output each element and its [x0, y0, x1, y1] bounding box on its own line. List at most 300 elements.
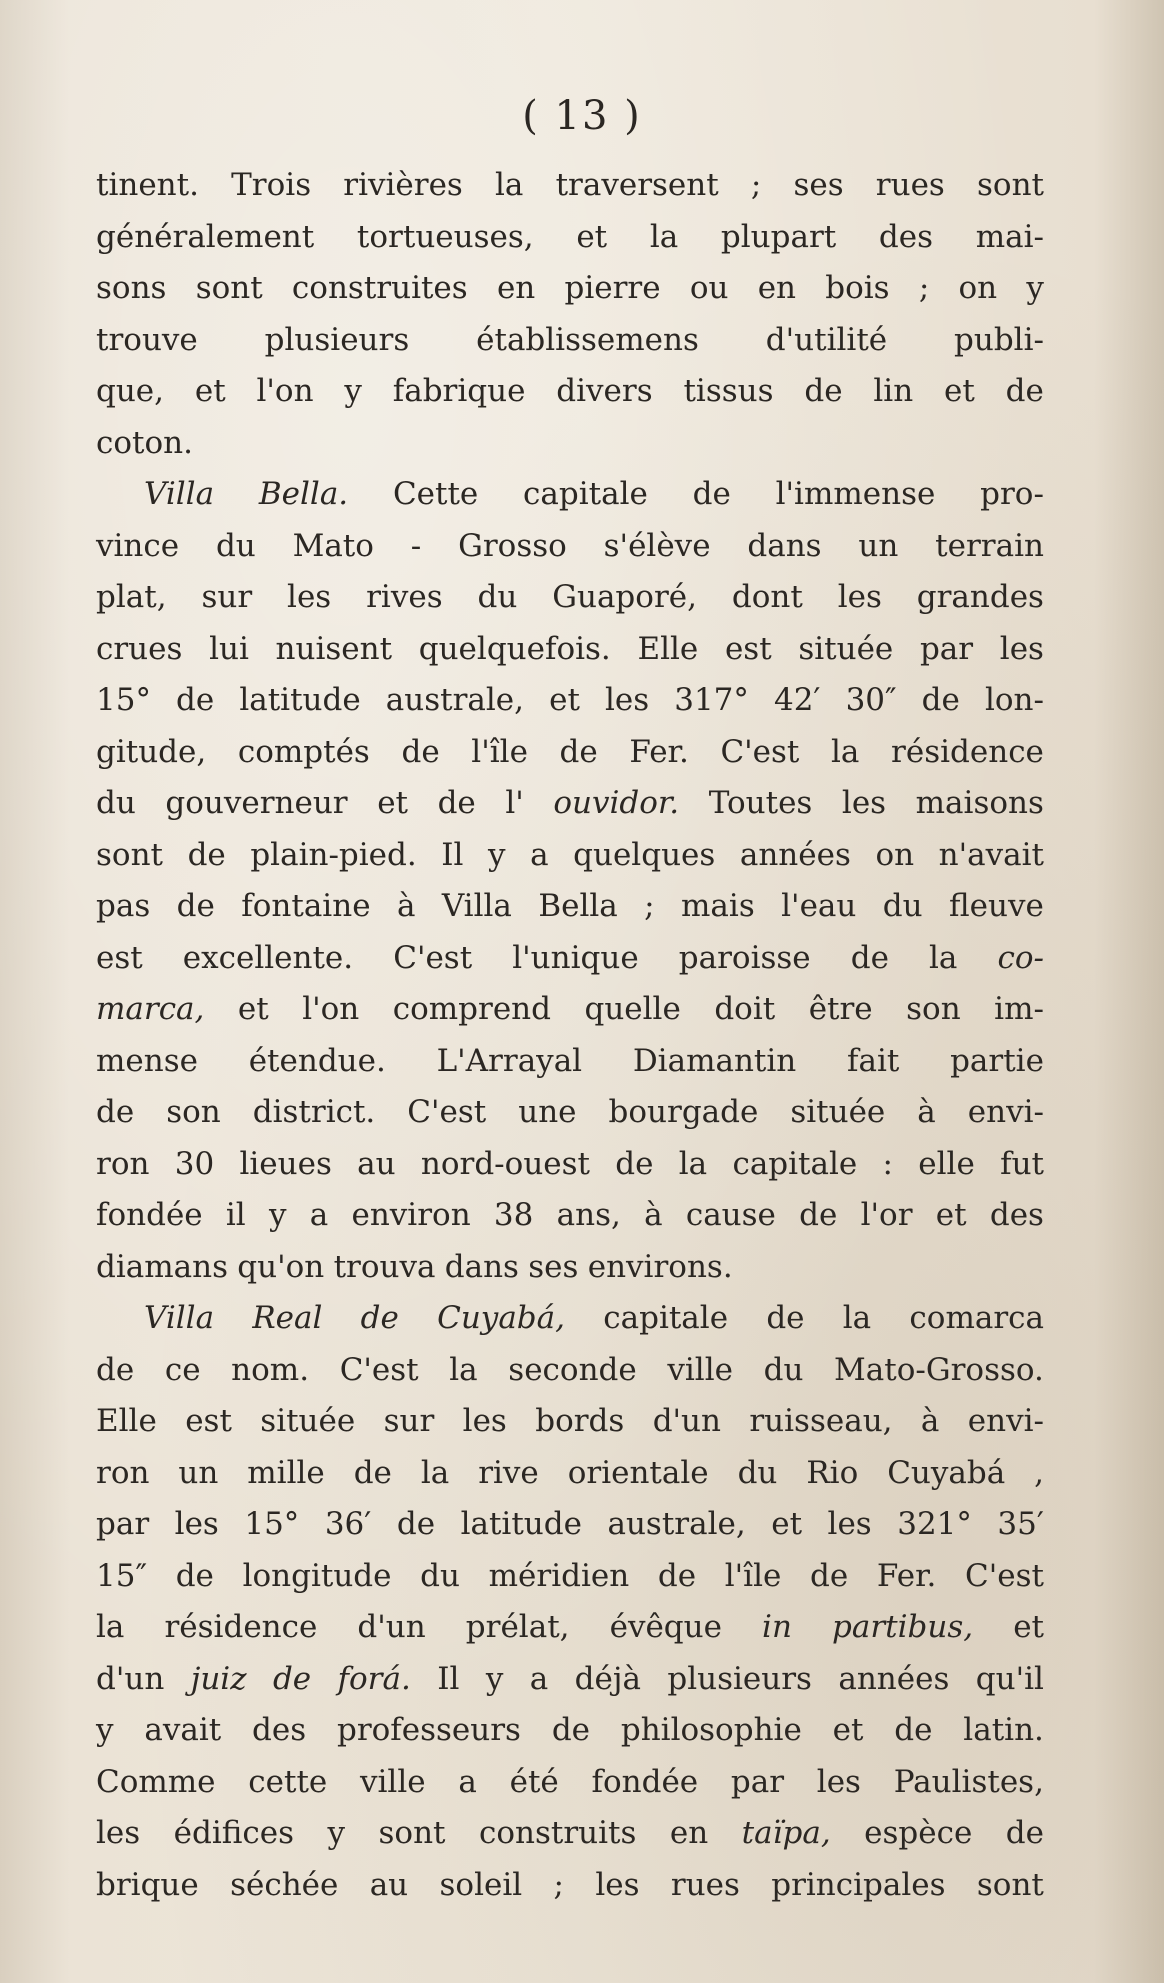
word: est [185, 1403, 232, 1439]
italic-word: Bella. [258, 476, 349, 512]
word: ses [528, 1248, 579, 1285]
word: ron [96, 1454, 150, 1491]
word: ville [360, 1763, 426, 1800]
text-line [96, 1705, 1044, 1757]
word: quelle [584, 991, 681, 1027]
word: ron [96, 1145, 150, 1182]
word: l'unique [512, 939, 639, 976]
word: dont [731, 579, 803, 615]
word: pierre [564, 270, 661, 306]
word: être [808, 991, 873, 1027]
word: et [771, 1506, 803, 1542]
word: Toutes [708, 785, 813, 821]
word: bords [535, 1403, 625, 1439]
italic-word: partibus, [832, 1609, 974, 1645]
word: des [252, 1712, 307, 1748]
word: les [462, 1403, 507, 1439]
text-line [96, 1087, 1044, 1139]
word: de [401, 733, 440, 770]
word: pro- [980, 476, 1044, 512]
word: gouverneur [165, 785, 348, 821]
word: située [790, 1094, 886, 1130]
word: philosophie [620, 1712, 802, 1748]
word: que, [96, 373, 165, 409]
text-line [96, 881, 1044, 933]
word: ; [644, 888, 655, 924]
word: ses [793, 167, 844, 203]
word: les [96, 1815, 141, 1851]
word: quelquefois. [418, 630, 611, 667]
word: d'utilité [765, 321, 888, 358]
word: australe, [385, 682, 525, 718]
word: de [96, 1351, 135, 1388]
word: l'eau [781, 888, 857, 924]
word: son [166, 1094, 221, 1130]
word: et [237, 991, 269, 1027]
word: fleuve [949, 888, 1044, 924]
word: son [906, 991, 961, 1027]
word: rive [478, 1454, 539, 1491]
word: sont [378, 1815, 446, 1851]
word: du [96, 785, 136, 821]
word: mille [247, 1454, 325, 1491]
word: divers [556, 373, 653, 409]
word: prélat, [465, 1609, 570, 1645]
word: du [882, 888, 923, 924]
italic-word: ouvidor. [553, 785, 680, 821]
word: Grosso [458, 527, 567, 564]
word: latin. [963, 1712, 1044, 1748]
word: en [496, 270, 536, 306]
word: de [96, 1094, 135, 1130]
word: envi- [967, 1094, 1044, 1130]
word: y [96, 1712, 114, 1748]
word: d'un [357, 1609, 426, 1645]
word: lin [873, 373, 914, 409]
word: un [178, 1454, 219, 1491]
word: capitale [523, 476, 648, 512]
text-line [96, 1293, 1044, 1345]
word: maisons [915, 785, 1044, 821]
word: principales [771, 1866, 946, 1903]
word: paroisse [678, 939, 811, 976]
word: la [842, 1300, 872, 1336]
word: ruisseau, [749, 1403, 893, 1439]
word: im- [994, 991, 1044, 1027]
word: ; [553, 1866, 564, 1903]
word: capitale [732, 1145, 858, 1182]
word: y [344, 373, 362, 409]
word: C'est [393, 939, 473, 976]
text-line [96, 1808, 1044, 1860]
text-line [96, 418, 1044, 470]
word: Elle [96, 1403, 157, 1439]
word: et [576, 218, 608, 255]
word: la [831, 733, 860, 770]
word: ce [164, 1351, 201, 1388]
word: tinent. [96, 167, 199, 203]
word: du [215, 527, 256, 564]
word: a [529, 1660, 549, 1697]
word: rives [366, 579, 443, 615]
text-line [96, 1448, 1044, 1500]
word: espèce [864, 1815, 973, 1851]
word: rues [670, 1866, 740, 1903]
page-number: ( 13 ) [522, 93, 642, 139]
word: fondée [591, 1763, 699, 1800]
text-line [96, 675, 1044, 727]
word: d'un [96, 1660, 165, 1697]
word: située [798, 630, 894, 667]
word: tortueuses, [356, 218, 534, 255]
word: à [917, 1094, 936, 1130]
word: Cuyabá [887, 1454, 1006, 1491]
word: édifices [173, 1815, 295, 1851]
word: latitude [239, 682, 361, 718]
word: ; [750, 167, 762, 203]
word: et [1013, 1609, 1044, 1645]
italic-word: Real [252, 1300, 323, 1336]
word: de [1005, 1815, 1044, 1851]
text-line [96, 830, 1044, 882]
word: grandes [916, 579, 1044, 615]
word: Trois [231, 167, 312, 203]
text-line [96, 1860, 1044, 1912]
body-text [96, 160, 1044, 1911]
text-line [96, 1602, 1044, 1654]
word: Fer. [629, 733, 689, 770]
word: Il [437, 1660, 460, 1697]
word: des [989, 1197, 1044, 1233]
word: bois [825, 270, 890, 306]
word: l'on [302, 991, 360, 1027]
text-line [96, 212, 1044, 264]
word: Il [441, 836, 464, 873]
word: , [1034, 1454, 1044, 1491]
word: de [353, 1454, 392, 1491]
word: excellente. [182, 939, 354, 976]
word: en [757, 270, 796, 306]
word: est [724, 630, 772, 667]
word: méridien [488, 1557, 630, 1594]
word: plusieurs [667, 1660, 812, 1697]
word: résidence [164, 1609, 318, 1645]
word: mense [96, 1042, 198, 1079]
word: y [485, 1660, 504, 1697]
word: années [739, 836, 851, 873]
word: la [678, 1145, 708, 1182]
word: les [837, 579, 882, 615]
word: longitude [242, 1557, 392, 1594]
italic-word: Cuyabá, [437, 1300, 565, 1336]
word: 38 [493, 1197, 534, 1233]
word: les [999, 630, 1044, 667]
italic-word: juiz [190, 1660, 247, 1697]
word: a [458, 1763, 477, 1800]
word: construits [478, 1815, 637, 1851]
word: professeurs [336, 1712, 521, 1748]
word: en [669, 1815, 709, 1851]
word: sont [976, 1866, 1044, 1903]
word: plat, [96, 579, 167, 615]
word: plain-pied. [250, 836, 417, 873]
word: publi- [954, 321, 1044, 358]
word: étendue. [248, 1042, 386, 1079]
word: australe, [607, 1506, 746, 1542]
word: les [287, 579, 332, 615]
word: une [518, 1094, 577, 1130]
word: 321° [897, 1506, 972, 1542]
word: située [260, 1403, 356, 1439]
word: Cette [392, 476, 479, 512]
text-line [96, 1654, 1044, 1706]
text-line [96, 521, 1044, 573]
word: 15″ [96, 1557, 148, 1594]
word: déjà [574, 1660, 641, 1697]
word: environs. [587, 1248, 733, 1285]
word: qu'on [237, 1248, 325, 1285]
word: été [509, 1763, 559, 1800]
word: a [530, 836, 549, 873]
word: de [396, 1506, 436, 1542]
word: fabrique [392, 373, 526, 409]
text-line [96, 1345, 1044, 1397]
word: - [410, 527, 422, 564]
word: au [357, 1145, 396, 1182]
word: capitale [603, 1300, 729, 1336]
text-line [96, 1139, 1044, 1191]
word: avait [144, 1712, 222, 1748]
word: nuisent [275, 630, 393, 667]
word: C'est [407, 1094, 487, 1130]
word: 15° [244, 1506, 300, 1542]
word: la [649, 218, 679, 255]
italic-word: co- [997, 939, 1044, 976]
word: Guaporé, [552, 579, 697, 615]
text-line [96, 778, 1044, 830]
word: l'île [471, 733, 528, 770]
word: fait [847, 1042, 900, 1079]
text-line [96, 315, 1044, 367]
word: les [841, 785, 887, 821]
word: sont [195, 270, 263, 306]
word: C'est [720, 733, 800, 770]
word: district. [252, 1094, 376, 1130]
word: à [396, 888, 416, 924]
word: 42′ [773, 682, 821, 718]
word: fontaine [241, 888, 371, 924]
text-line [96, 624, 1044, 676]
word: de [176, 682, 215, 718]
word: plusieurs [264, 321, 410, 358]
word: sur [383, 1403, 435, 1439]
italic-word: taïpa, [741, 1815, 831, 1851]
text-line [96, 1396, 1044, 1448]
word: et [549, 682, 580, 718]
word: de [810, 1557, 849, 1594]
word: traversent [555, 167, 719, 203]
text-line [96, 984, 1044, 1036]
word: 30″ [845, 682, 897, 718]
word: on [958, 270, 998, 306]
word: plupart [720, 218, 837, 255]
word: du [477, 579, 518, 615]
word: Fer. [876, 1557, 937, 1594]
word: elle [918, 1145, 975, 1182]
word: Mato [292, 527, 374, 564]
word: comptés [237, 733, 370, 770]
word: par [730, 1763, 785, 1800]
text-line [96, 263, 1044, 315]
word: C'est [339, 1351, 419, 1388]
word: Mato-Grosso. [834, 1351, 1044, 1388]
word: cette [248, 1763, 328, 1800]
word: ans, [556, 1197, 621, 1233]
word: généralement [96, 218, 315, 255]
word: construites [291, 270, 468, 306]
word: a [309, 1197, 329, 1233]
word: du [420, 1557, 460, 1594]
word: 15° [96, 682, 151, 718]
word: rues [875, 167, 945, 203]
word: l'or [860, 1197, 913, 1233]
text-line [96, 1190, 1044, 1242]
word: la [96, 1609, 125, 1645]
word: trouve [96, 321, 198, 358]
word: mais [681, 888, 755, 924]
word: n'avait [938, 836, 1044, 873]
word: et [377, 785, 408, 821]
text-line [96, 160, 1044, 212]
word: y [488, 836, 506, 873]
word: mai- [975, 218, 1044, 255]
word: et [944, 373, 975, 409]
word: Paulistes, [893, 1763, 1044, 1800]
italic-word: in [762, 1609, 792, 1645]
word: : [882, 1145, 893, 1182]
word: de [1005, 373, 1044, 409]
word: qu'il [975, 1660, 1044, 1697]
word: les [174, 1506, 219, 1542]
word: on [875, 836, 915, 873]
italic-word: marca, [96, 991, 205, 1027]
word: et [194, 373, 226, 409]
word: par [96, 1506, 150, 1542]
word: diamans [96, 1248, 228, 1285]
text-line [96, 1551, 1044, 1603]
word: des [878, 218, 934, 255]
text-line [96, 1757, 1044, 1809]
word: l'on [256, 373, 314, 409]
word: de [850, 939, 889, 976]
italic-word: Villa [144, 1300, 215, 1336]
word: Villa [441, 888, 512, 924]
word: 317° [674, 682, 749, 718]
word: la [420, 1454, 450, 1491]
word: comprend [392, 991, 551, 1027]
word: Comme [96, 1763, 216, 1800]
word: les [816, 1763, 861, 1800]
word: les [827, 1506, 872, 1542]
word: Rio [806, 1454, 859, 1491]
word: y [268, 1197, 287, 1233]
word: terrain [935, 527, 1044, 564]
word: de [799, 1197, 838, 1233]
word: bourgade [608, 1094, 759, 1130]
word: rivières [343, 167, 463, 203]
word: à [920, 1403, 940, 1439]
word: ville [667, 1351, 733, 1388]
word: la [929, 939, 958, 976]
word: seconde [508, 1351, 637, 1388]
word: à [644, 1197, 663, 1233]
word: un [858, 527, 899, 564]
word: doit [714, 991, 776, 1027]
word: lon- [984, 682, 1044, 718]
word: L'Arrayal [436, 1042, 583, 1079]
word: environ [351, 1197, 471, 1233]
text-line [96, 1036, 1044, 1088]
word: les [604, 682, 650, 718]
word: nord-ouest [420, 1145, 590, 1182]
italic-word: forá. [337, 1660, 411, 1697]
italic-word: de [360, 1300, 399, 1336]
word: de [921, 682, 960, 718]
word: orientale [567, 1454, 709, 1491]
text-line [96, 1499, 1044, 1551]
word: sur [201, 579, 253, 615]
word: de [894, 1712, 933, 1748]
word: de [766, 1300, 805, 1336]
word: lui [209, 630, 249, 667]
word: nom. [231, 1351, 310, 1388]
word: de [615, 1145, 654, 1182]
word: tissus [683, 373, 774, 409]
word: gitude, [96, 733, 207, 770]
text-line [96, 469, 1044, 521]
word: trouva [333, 1248, 436, 1285]
word: vince [96, 527, 180, 564]
word: Elle [637, 630, 699, 667]
text-line [96, 933, 1044, 985]
word: et [832, 1712, 864, 1748]
word: 35′ [997, 1506, 1044, 1542]
word: de [175, 1557, 214, 1594]
word: l'immense [775, 476, 936, 512]
word: est [96, 939, 143, 976]
word: 30 [174, 1145, 215, 1182]
word: la [495, 167, 524, 203]
word: l' [505, 785, 524, 821]
word: crues [96, 630, 183, 667]
word: la [449, 1351, 478, 1388]
word: l'île [724, 1557, 782, 1594]
word: sont [96, 836, 163, 873]
text-line [96, 572, 1044, 624]
word: envi- [967, 1403, 1044, 1439]
word: quelques [573, 836, 716, 873]
word: fut [1000, 1145, 1044, 1182]
word: de [176, 888, 215, 924]
word: ; [918, 270, 930, 306]
word: d'un [652, 1403, 721, 1439]
word: de [187, 836, 226, 873]
word: C'est [965, 1557, 1044, 1594]
word: résidence [891, 733, 1044, 770]
word: partie [950, 1042, 1044, 1079]
word: de [551, 1712, 591, 1748]
word: du [763, 1351, 804, 1388]
